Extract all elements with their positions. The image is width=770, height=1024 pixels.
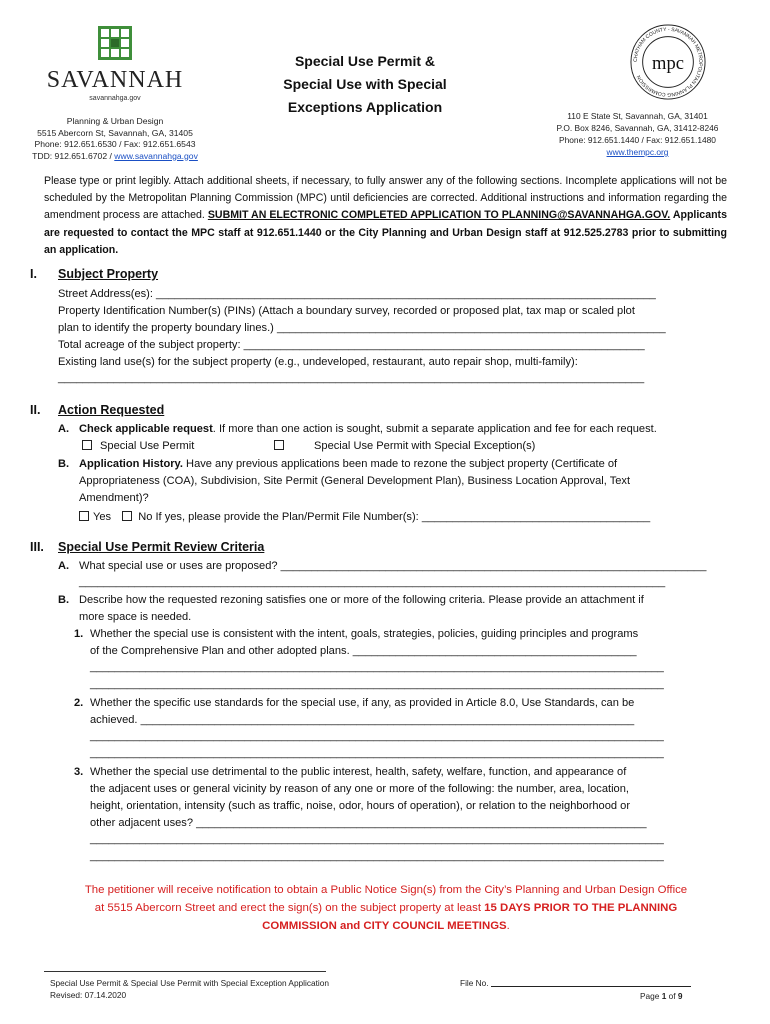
no-label: No [138,511,153,523]
item-3b-label: B. [58,594,70,606]
section-2-heading [30,403,164,417]
section-1-heading [30,267,158,281]
criterion-1-text-1: Whether the special use is consistent with the intent, goals, strategies, policies, guiding principles and programs [90,628,639,640]
footer-divider [44,971,326,972]
intro-text: Please type or print legibly. Attach additional sheets, if necessary, to fully answer any of the following sections. Incomplete applications will not be scheduled by the Metropolitan Planning Commission (MPC) until deficiencies are corrected. Additional instructions and information regarding the amendment process are attached. [44,175,727,222]
page-title [255,50,475,119]
mpc-pobox: P.O. Box 8246, Savannah, GA, 31412-8246 [556,123,719,133]
footer-doc-info [50,977,329,1001]
proposed-use-blank-2[interactable]: _______________________________________________________________________________________________ [79,576,666,588]
file-number-footer-blank[interactable] [491,977,691,987]
intro-paragraph [44,173,727,259]
file-number-label: If yes, please provide the Plan/Permit File Number(s): [152,511,422,523]
check-request-line [58,421,657,438]
dept-contact [20,116,210,162]
street-address-label: Street Address(es): [58,288,157,300]
application-history-line [58,456,617,473]
mpc-contact [530,110,745,158]
criterion-3-blank-2[interactable]: _____________________________________________________________________________________________ [90,833,664,845]
acreage-blank[interactable]: _________________________________________________________________ [243,339,645,351]
criterion-3-text-1: Whether the special use detrimental to the public interest, health, safety, welfare, function, and appearance of [90,766,627,778]
no-checkbox[interactable] [122,511,132,521]
notice-deadline: 15 DAYS PRIOR TO THE PLANNING [484,902,678,914]
item-3a-label: A. [58,560,70,572]
criterion-1-blank-2[interactable]: _____________________________________________________________________________________________ [90,661,664,673]
criterion-1-field[interactable] [90,643,637,660]
criterion-2-blank[interactable]: ________________________________________________________________________________ [140,714,635,726]
acreage-label: Total acreage of the subject property: [58,339,244,351]
special-exception-label: Special Use Permit with Special Exception(s) [314,440,536,452]
item-b-label: B. [58,458,70,470]
application-history-text-1: Have any previous applications been made to rezone the subject property (Certificate of [182,458,618,470]
criteria-intro-text-1: Describe how the requested rezoning satisfies one or more of the following criteria. Please provide an attachment if [79,594,644,606]
application-history-text-3: Amendment)? [79,492,149,504]
section-3-heading [30,540,264,554]
page-prefix: Page [640,991,662,1001]
criterion-2-text-2: achieved. [90,714,141,726]
criterion-2-line [74,695,634,712]
pin-blank[interactable]: _______________________________________________________________ [276,322,666,334]
criterion-3-text-3: height, orientation, intensity (such as traffic, noise, odor, hours of operation), or relation to the neighborhood or [90,800,631,812]
criterion-2-blank-3[interactable]: _____________________________________________________________________________________________ [90,747,664,759]
dept-name: Planning & Urban Design [66,116,164,126]
special-use-permit-label: Special Use Permit [100,440,195,452]
page-indicator [640,990,682,1002]
criterion-3-text-2: the adjacent uses or general vicinity by reason of any one or more of the following: the number, area, location, [90,783,629,795]
acreage-field[interactable] [58,337,645,354]
mpc-header [530,23,745,158]
criterion-1-blank[interactable]: ______________________________________________ [352,645,637,657]
title-line-1: Special Use Permit & [294,53,436,69]
file-number-blank[interactable]: _____________________________________ [421,511,651,523]
city-header [20,26,210,162]
criterion-3-field[interactable] [90,815,647,832]
criterion-1-number: 1. [74,628,84,640]
section-1-number: I. [30,267,37,281]
special-use-permit-checkbox[interactable] [82,440,92,450]
check-request-text: . If more than one action is sought, submit a separate application and fee for each request. [212,423,657,435]
section-3-title: Special Use Permit Review Criteria [58,540,265,554]
criteria-intro-text-2: more space is needed. [79,611,192,623]
special-exception-option[interactable] [274,438,535,455]
proposed-use-field[interactable] [58,558,706,575]
notice-line-1: The petitioner will receive notification to obtain a Public Notice Sign(s) from the City’s Planning and Urban Design Office [84,884,688,896]
section-3-number: III. [30,540,44,554]
street-address-blank[interactable]: _________________________________________________________________________________ [156,288,656,300]
check-request-bold: Check applicable request [79,423,213,435]
mpc-seal-text: CHATHAM COUNTY - SAVANNAH METROPOLITAN PLANNING COMMISSION [632,26,703,98]
title-line-3: Exceptions Application [287,99,443,115]
page-of: of [666,991,678,1001]
proposed-use-blank[interactable]: _____________________________________________________________________ [280,560,707,572]
proposed-use-label: What special use or uses are proposed? [79,560,281,572]
mpc-logo-text: mpc [651,52,684,74]
pin-label: Property Identification Number(s) (PINs) (Attach a boundary survey, recorded or proposed plat, tax map or scaled plot [58,305,635,317]
footer-revised: Revised: 07.14.2020 [50,990,127,1000]
criterion-2-field[interactable] [90,712,634,729]
submit-instruction[interactable]: SUBMIT AN ELECTRONIC COMPLETED APPLICATION TO PLANNING@SAVANNAHGA.GOV. [207,209,671,222]
savannah-square-logo-icon [98,26,132,60]
contact-instruction: Applicants are requested to contact the MPC staff at 912.651.1440 or the City Planning and Urban Design staff at 912.525.2783 prior to submitting an application. [44,209,727,256]
history-response-line [79,509,650,526]
footer-doc-name: Special Use Permit & Special Use Permit with Special Exception Application [50,978,329,988]
mpc-address: 110 E State St, Savannah, GA, 31401 [567,111,708,121]
application-history-bold: Application History. [79,458,183,470]
notice-line-2-text: at 5515 Abercorn Street and erect the sign(s) on the subject property at least [94,902,485,914]
dept-tdd: TDD: 912.651.6702 / [32,150,115,161]
notice-line-3 [30,917,742,935]
land-use-label: Existing land use(s) for the subject property (e.g., undeveloped, restaurant, auto repair shop, multi-family): [58,356,578,368]
criterion-3-blank-3[interactable]: _____________________________________________________________________________________________ [90,850,664,862]
public-notice [30,881,742,935]
page-total: 9 [677,991,683,1001]
savannahga-link[interactable]: www.savannahga.gov [114,150,198,161]
criterion-1-line [74,626,638,643]
section-1-title: Subject Property [58,267,159,281]
criteria-intro-line [58,592,644,609]
yes-label: Yes [93,511,112,523]
section-2-title: Action Requested [58,403,165,417]
mpc-seal-icon [629,23,707,101]
pin-field[interactable] [58,320,666,337]
street-address-field[interactable] [58,286,656,303]
mpc-phone: Phone: 912.651.1440 / Fax: 912.651.1480 [559,135,716,145]
criterion-3-number: 3. [74,766,84,778]
dept-address: 5515 Abercorn St, Savannah, GA, 31405 [37,127,193,138]
special-use-permit-option[interactable] [82,438,194,455]
dept-phone: Phone: 912.651.6530 / Fax: 912.651.6543 [34,139,196,149]
special-exception-checkbox[interactable] [274,440,284,450]
pin-label-2: plan to identify the property boundary lines.) [58,322,277,334]
application-history-text-2: Appropriateness (COA), Subdivision, Site Permit (General Development Plan), Business Location Approval, Text [79,475,631,487]
criterion-2-blank-2[interactable]: _____________________________________________________________________________________________ [90,730,664,742]
notice-meetings: COMMISSION and CITY COUNCIL MEETINGS [262,920,507,932]
criterion-1-text-2: of the Comprehensive Plan and other adopted plans. [90,645,353,657]
criterion-2-number: 2. [74,697,84,709]
criterion-3-blank[interactable]: _________________________________________________________________________ [196,817,647,829]
notice-line-2 [30,899,742,917]
criterion-3-line [74,764,626,781]
page-number: 1 [661,991,667,1001]
city-name: SAVANNAH [46,67,184,93]
title-line-2: Special Use with Special [283,76,447,92]
criterion-2-text-1: Whether the specific use standards for the special use, if any, as provided in Article 8.0, Use Standards, can be [90,697,635,709]
criterion-3-text-4: other adjacent uses? [90,817,197,829]
land-use-blank[interactable]: _______________________________________________________________________________________________ [58,372,645,384]
criterion-1-blank-3[interactable]: _____________________________________________________________________________________________ [90,678,664,690]
thempc-link[interactable]: www.thempc.org [606,147,669,157]
file-number-footer-label: File No. [460,978,491,988]
file-number-field[interactable] [460,977,691,989]
item-a-label: A. [58,423,70,435]
section-2-number: II. [30,403,41,417]
notice-period: . [506,920,510,932]
dept-tdd-line [20,151,210,163]
yes-checkbox[interactable] [79,511,89,521]
city-site: savannahga.gov [89,95,141,102]
